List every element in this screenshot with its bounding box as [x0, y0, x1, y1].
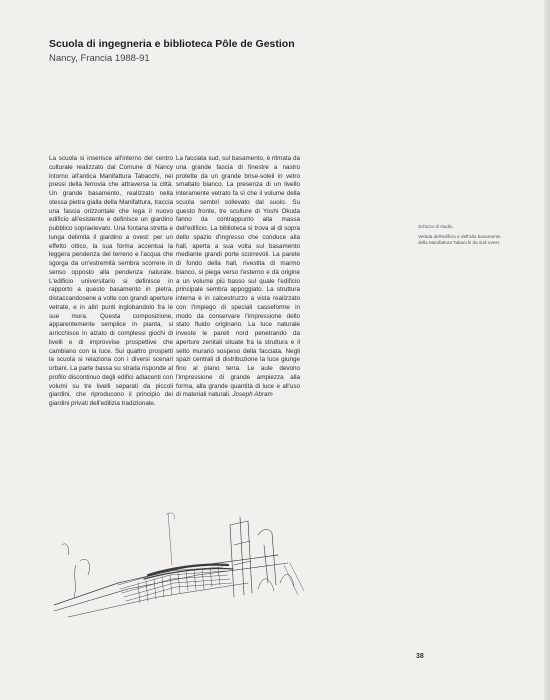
body-column-1: La scuola si inserisce all'interno del centro culturale realizzato dal Comune di Nancy intorno all'antica Manifattura Tabacchi, nei pressi della ferrovia che attraversa la città. Un grande basamento, realizzato nella stessa pietra gialla della Manifattura, traccia una fascia orizzontale che lega il nuovo edificio all'esistente e definisce un giardino pubblico sopraelevato. Una fontana stretta e lunga delimita il giardino a ovest: per un effetto ottico, la sua forma accentua la leggera pendenza del terreno e l'acqua che sgorga da un'estremità sembra scorrere in senso opposto alla pendenza naturale. L'edificio universitario si definisce in rapporto a questo basamento in pietra, distaccandosene a volte con grandi aperture vetrate, e in altri punti inglobandolo fra le sue mura. Questa composizione, apparentemente semplice in pianta, si arricchisce in alzato di complessi giochi di livelli e di improvvise prospettive che cambiano con la luce. Sui quattro prospetti la scuola si relaziona con i diversi scenari urbani. La parte bassa su strada risponde al profilo discontinuo degli edifici adiacenti con volumi su tre livelli separati da piccoli giardini, che riproducono il principio dei giardini privati dell'edilizia tradizionale. [49, 155, 173, 407]
caption-view: Veduta dell'edificio e dell'alto basamento della Manifattura Tabacchi da sud-ovest. [418, 234, 501, 246]
caption-sketch: Schizzo di studio. [418, 224, 454, 229]
body-column-2 [176, 155, 300, 400]
author-signature: Joseph Abram [232, 391, 273, 399]
page-subtitle: Nancy, Francia 1988-91 [49, 53, 150, 64]
page-number: 38 [416, 653, 424, 660]
article-heading [49, 38, 469, 65]
page-title: Scuola di ingegneria e biblioteca Pôle de Gestion [49, 38, 295, 50]
page-edge [544, 0, 550, 700]
architectural-sketch [48, 505, 308, 625]
image-captions [418, 224, 506, 247]
body-column-2-text: La facciata sud, sul basamento, è ritmata da una grande fascia di finestre a nastro protette da un grande brise-soleil in vetro smaltato bianco. La presenza di un livello interamente vetrato fa sì che il volume della scuola sembri sollevato dal suolo. Su questo fronte, tre sculture di Yoshi Okuda fanno da contrappunto alla massa dell'edificio. La biblioteca si trova al di sopra dello spazio d'ingresso che conduce alla hall, aperta a sua volta sul basamento mediante grandi porte scorrevoli. La parete di fondo della hall, rivestita di marmo bianco, si piega verso l'esterno e dà origine a un volume più basso sul quale l'edificio principale sembra appoggiato. La struttura interna è in calcestruzzo a vista realizzato con l'impiego di speciali casseforme in modo da conservare l'impressione dello stato fluido originario. La luce naturale investe le pareti nord penetrando da aperture zenitali situate fra la struttura e il setto murario sospeso della facciata. Negli spazi centrali di distribuzione la luce giunge fino al piano terra. Le aule devono l'impressione di grande ampiezza alla forma, alla grande quantità di luce e all'uso di materiali naturali. [176, 155, 300, 399]
